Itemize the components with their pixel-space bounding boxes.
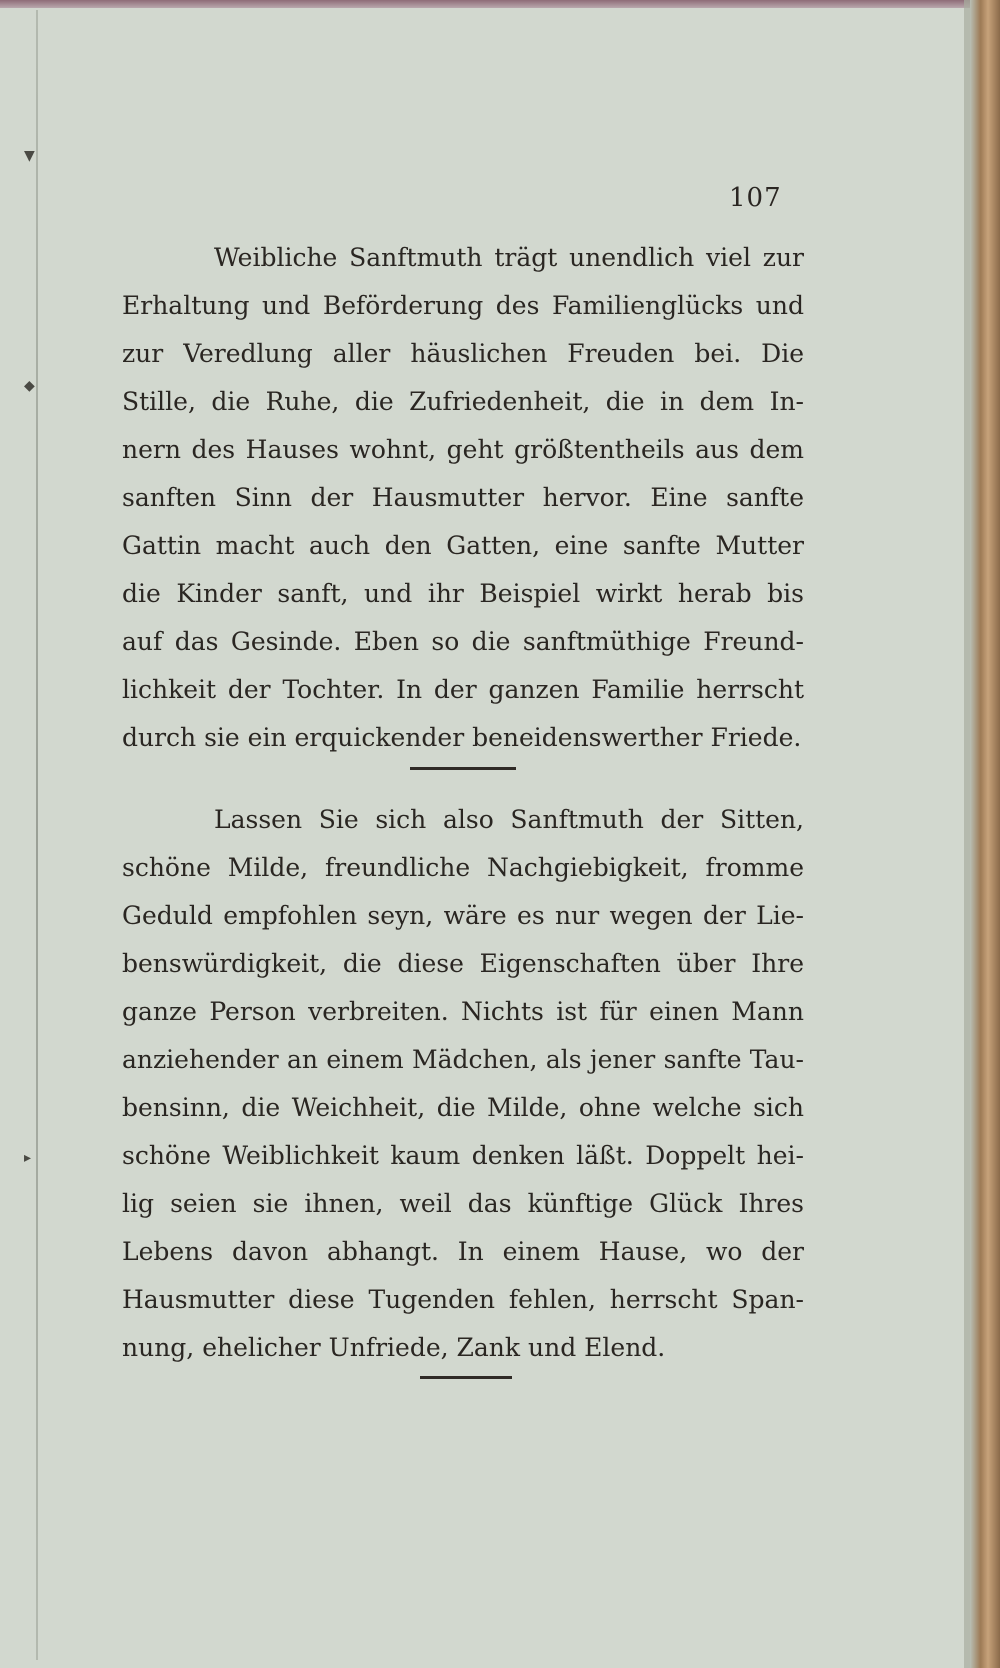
text-line: zur Veredlung aller häuslichen Freuden bei. Die <box>122 339 804 368</box>
binding-gutter <box>36 10 38 1660</box>
page-number: 107 <box>729 183 782 213</box>
text-line: ganze Person verbreiten. Nichts ist für einen Mann <box>122 997 804 1026</box>
paragraph-1 <box>122 234 804 762</box>
page-top-edge <box>0 0 1000 8</box>
text-line: lichkeit der Tochter. In der ganzen Familie herrscht <box>122 675 804 704</box>
text-line: Erhaltung und Beförderung des Familienglücks und <box>122 291 804 320</box>
text-line: Weibliche Sanftmuth trägt unendlich viel zur <box>214 243 804 272</box>
book-cover-edge <box>970 0 1000 1668</box>
text-line: nung, ehelicher Unfriede, Zank und Elend. <box>122 1333 666 1362</box>
paragraph-2 <box>122 796 804 1372</box>
text-line: Geduld empfohlen seyn, wäre es nur wegen der Lie- <box>122 901 804 930</box>
text-line: lig seien sie ihnen, weil das künftige Glück Ihres <box>122 1189 804 1218</box>
text-line: schöne Weiblichkeit kaum denken läßt. Doppelt hei- <box>122 1141 804 1170</box>
text-line: bensinn, die Weichheit, die Milde, ohne welche sich <box>122 1093 804 1122</box>
end-divider <box>420 1376 512 1379</box>
text-line: nern des Hauses wohnt, geht größtentheils aus dem <box>122 435 804 464</box>
text-line: anziehender an einem Mädchen, als jener sanfte Tau- <box>122 1045 804 1074</box>
text-line: benswürdigkeit, die diese Eigenschaften über Ihre <box>122 949 804 978</box>
text-line: sanften Sinn der Hausmutter hervor. Eine sanfte <box>122 483 804 512</box>
text-line: schöne Milde, freundliche Nachgiebigkeit, fromme <box>122 853 804 882</box>
margin-mark-diamond-icon: ◆ <box>24 378 35 394</box>
margin-mark-arrow-icon: ▸ <box>24 1150 32 1166</box>
text-line: auf das Gesinde. Eben so die sanftmüthige Freund- <box>122 627 804 656</box>
text-line: Gattin macht auch den Gatten, eine sanfte Mutter <box>122 531 804 560</box>
text-line: Lebens davon abhangt. In einem Hause, wo der <box>122 1237 804 1266</box>
text-line: Lassen Sie sich also Sanftmuth der Sitten, <box>214 805 804 834</box>
text-line: Hausmutter diese Tugenden fehlen, herrscht Span- <box>122 1285 804 1314</box>
text-line: Stille, die Ruhe, die Zufriedenheit, die in dem In- <box>122 387 804 416</box>
text-line: die Kinder sanft, und ihr Beispiel wirkt herab bis <box>122 579 804 608</box>
section-divider <box>410 767 516 770</box>
margin-mark-arrow-icon: ▼ <box>24 148 35 164</box>
text-line: durch sie ein erquickender beneidenswerther Friede. <box>122 723 802 752</box>
